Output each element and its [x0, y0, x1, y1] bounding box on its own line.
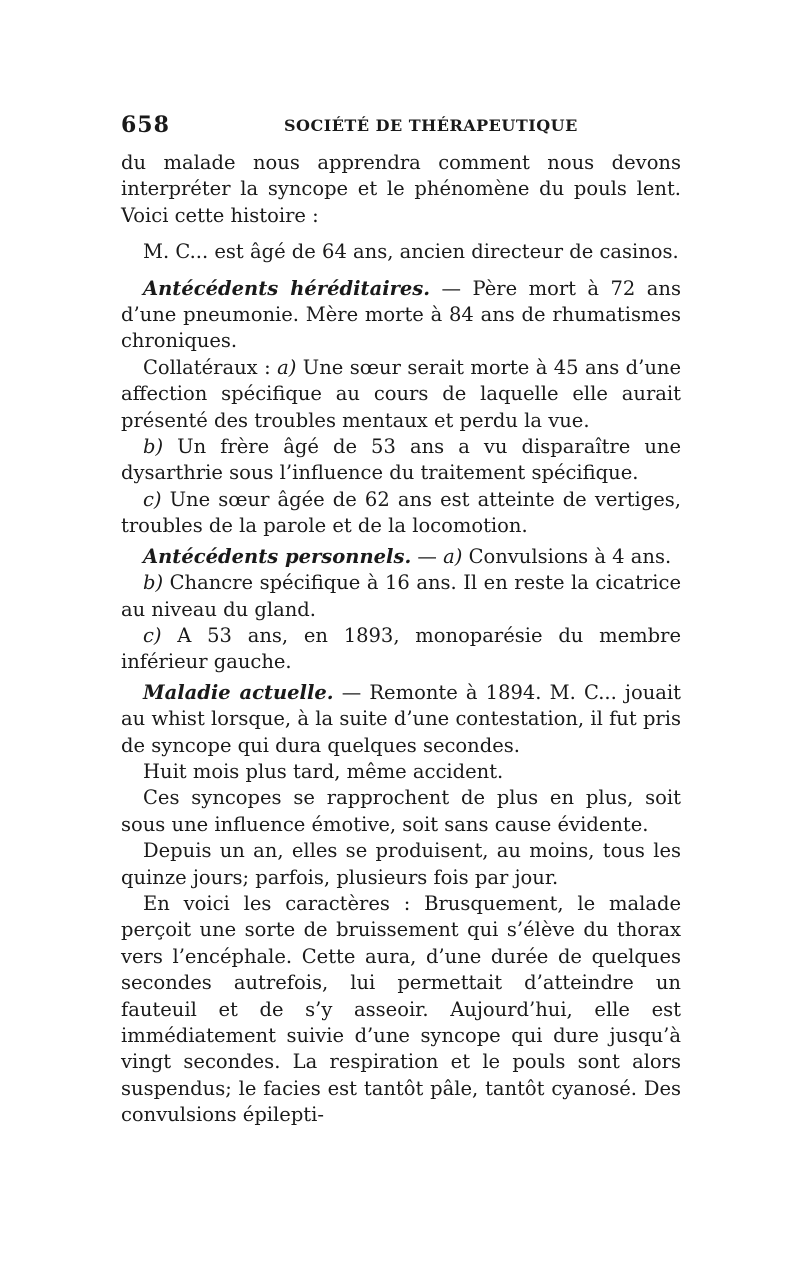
paragraph: Huit mois plus tard, même accident. [143, 759, 504, 783]
enum-marker: b) [143, 435, 164, 459]
page-header [121, 112, 681, 142]
paragraph [121, 623, 681, 676]
paragraph [121, 570, 681, 623]
section-heading: Antécédents héréditaires. [143, 276, 431, 300]
paragraph-text: — Père mort à 72 ans d’une pneumonie. Mère morte à 84 ans de rhumatismes chroniques. [121, 276, 681, 353]
paragraph-text: — [411, 544, 444, 568]
paragraph [121, 487, 681, 540]
paragraph: Ces syncopes se rapprochent de plus en plus, soit sous une influence émotive, soit sans cause évidente. [121, 786, 681, 836]
enum-marker: a) [277, 355, 297, 379]
running-head: SOCIÉTÉ DE THÉRAPEUTIQUE [284, 116, 578, 135]
paragraph [121, 434, 681, 487]
paragraph-text: Une sœur serait morte à 45 ans d’une affection spécifique au cours de laquelle elle aurait présenté des troubles mentaux et perdu la vue. [121, 355, 681, 432]
enum-marker: a) [443, 544, 463, 568]
paragraph: En voici les caractères : Brusquement, le malade perçoit une sorte de bruissement qui s’élève du thorax vers l’encéphale. Cette aura, d’une durée de quelques secondes autrefois, lui permettait d’atteindre un fauteuil et de s’y asseoir. Aujourd’hui, elle est immédiatement suivie d’une syncope qui dure jusqu’à vingt secondes. La respiration et le pouls sont alors suspendus; le facies est tantôt pâle, tantôt cyanosé. Des convulsions épilepti- [121, 891, 681, 1127]
paragraph-text: Convulsions à 4 ans. [462, 544, 672, 568]
paragraph [121, 276, 681, 355]
paragraph-text: Chancre spécifique à 16 ans. Il en reste la cicatrice au niveau du gland. [121, 571, 681, 621]
paragraph: Depuis un an, elles se produisent, au moins, tous les quinze jours; parfois, plusieurs fois par jour. [121, 839, 681, 889]
paragraph [121, 355, 681, 434]
section-heading: Antécédents personnels. [143, 544, 412, 568]
paragraph: M. C... est âgé de 64 ans, ancien directeur de casinos. [143, 240, 679, 264]
paragraph [121, 680, 681, 759]
paragraph-text: A 53 ans, en 1893, monoparésie du membre inférieur gauche. [121, 623, 681, 674]
paragraph [121, 544, 681, 570]
paragraph: du malade nous apprendra comment nous devons interpréter la syncope et le phénomène du pouls lent. Voici cette histoire : [121, 151, 681, 227]
paragraph-text: Un frère âgé de 53 ans a vu disparaître une dysarthrie sous l’influence du traitement spécifique. [121, 435, 681, 485]
paragraph-text: — Remonte à 1894. M. C... jouait au whist lorsque, à la suite d’une contestation, il fut pris de syncope qui dura quelques secondes. [121, 680, 681, 757]
paragraph-text: Une sœur âgée de 62 ans est atteinte de vertiges, troubles de la parole et de la locomotion. [121, 487, 681, 538]
enum-marker: b) [143, 571, 164, 595]
body-text [121, 150, 681, 1129]
page-number: 658 [121, 112, 170, 138]
enum-marker: c) [143, 623, 162, 647]
enum-marker: c) [143, 487, 162, 511]
paragraph-text: Collatéraux : [143, 355, 278, 379]
section-heading: Maladie actuelle. [143, 680, 334, 704]
